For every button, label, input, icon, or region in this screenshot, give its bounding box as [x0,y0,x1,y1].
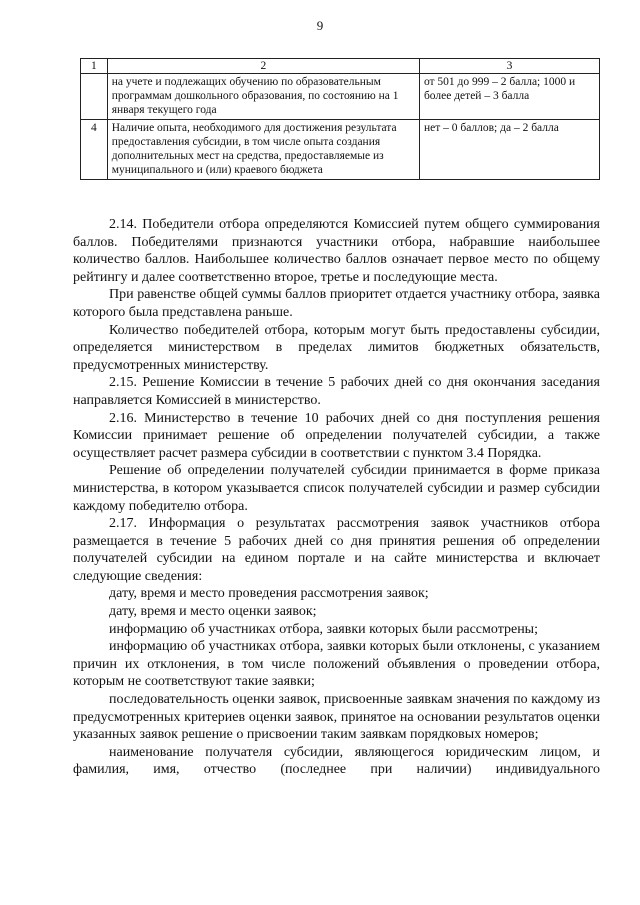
table-cell-number: 4 [81,120,108,180]
paragraph-2-15: 2.15. Решение Комиссии в течение 5 рабочих дней со дня окончания заседания направляется Комиссией в министерство. [73,375,600,408]
criteria-table [80,58,600,180]
table-cell-criterion: на учете и подлежащих обучению по образовательным программам дошкольного образования, по состоянию на 1 января текущего года [107,74,419,120]
paragraph-2-16: 2.16. Министерство в течение 10 рабочих дней со дня поступления решения Комиссии принимает решение об определении получателей субсидии, а также осуществляет расчет размера субсидии в соответствии с пунктом 3.4 Порядка. [73,410,600,461]
table-header-cell: 2 [107,59,419,74]
table-header-row [81,59,600,74]
table-row [81,120,600,180]
list-item: дату, время и место оценки заявок; [109,604,317,620]
list-item: информацию об участниках отбора, заявки которых были отклонены, с указанием причин их отклонения, в том числе положений объявления о проведении отбора, которым не соответствуют такие заявки; [73,639,600,690]
paragraph-2-14: 2.14. Победители отбора определяются Комиссией путем общего суммирования баллов. Победителями признаются участники отбора, набравшие наибольшее количество баллов. Наибольшее количество баллов означает первое место по общему рейтингу и далее соответственно второе, третье и последующие места. [73,217,600,285]
table-row [81,74,600,120]
table-cell-score: от 501 до 999 – 2 балла; 1000 и более детей – 3 балла [419,74,599,120]
paragraph: Количество победителей отбора, которым могут быть предоставлены субсидии, определяется министерством в пределах лимитов бюджетных обязательств, предусмотренных министерству. [73,322,600,373]
list-item: последовательность оценки заявок, присвоенные заявкам значения по каждому из предусмотренных критериев оценки заявок, принятое на основании результатов оценки указанных заявок решение о присвоении таким заявкам порядковых номеров; [73,692,600,743]
list-item: дату, время и место проведения рассмотрения заявок; [109,586,429,602]
paragraph-2-17: 2.17. Информация о результатах рассмотрения заявок участников отбора размещается в течение 5 рабочих дней со дня принятия решения об определении получателей субсидии на едином портале и на сайте министерства и включает следующие сведения: [73,516,600,584]
document-body [73,216,600,779]
list-item: информацию об участниках отбора, заявки которых были рассмотрены; [109,621,538,637]
table-header-cell: 3 [419,59,599,74]
table-cell-number [81,74,108,120]
table-header-cell: 1 [81,59,108,74]
paragraph: Решение об определении получателей субсидии принимается в форме приказа министерства, в котором указывается список получателей субсидии и размер субсидии каждому победителю отбора. [73,463,600,514]
list-item: наименование получателя субсидии, являющегося юридическим лицом, и фамилия, имя, отчество (последнее при наличии) индивидуального [73,744,600,778]
table-cell-criterion: Наличие опыта, необходимого для достижения результата предоставления субсидии, в том числе опыта создания дополнительных мест на средства, предоставляемые из муниципального и (или) краевого бюджета [107,120,419,180]
page-number: 9 [316,18,324,33]
table-cell-score: нет – 0 баллов; да – 2 балла [419,120,599,180]
paragraph: При равенстве общей суммы баллов приоритет отдается участнику отбора, заявка которого была представлена раньше. [73,287,600,320]
